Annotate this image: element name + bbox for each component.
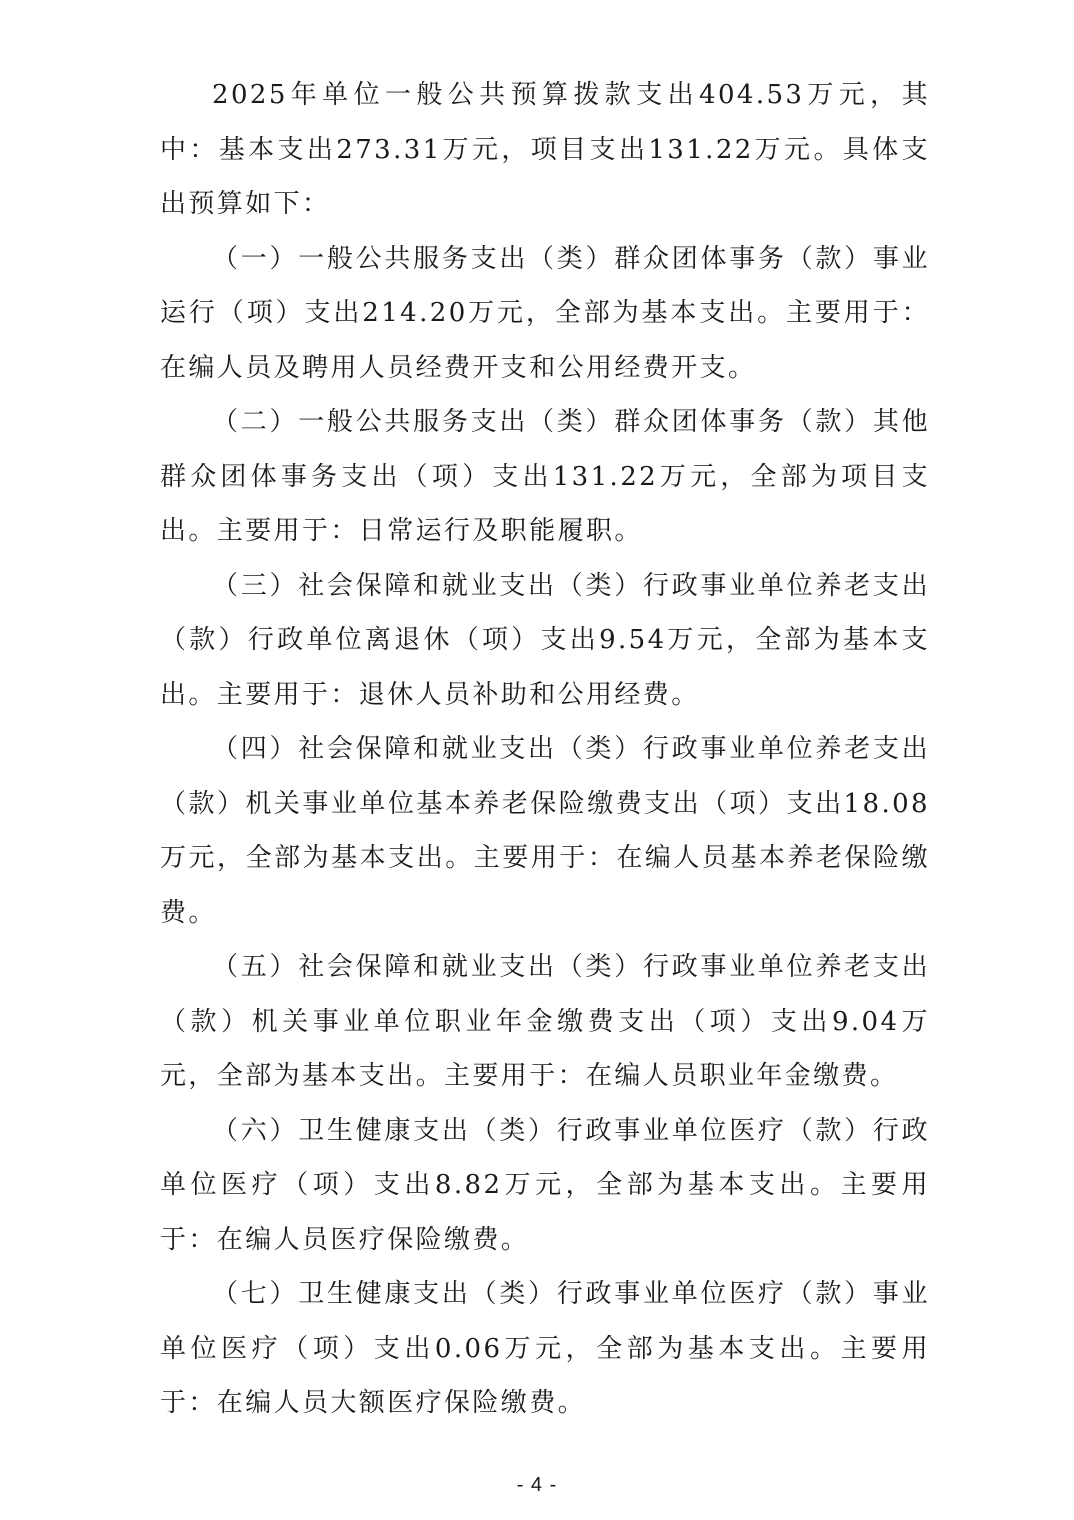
paragraph-summary: 2025年单位一般公共预算拨款支出404.53万元，其中：基本支出273.31万元，项目支出131.22万元。具体支出预算如下： [160,80,930,219]
paragraph-item-6: （六）卫生健康支出（类）行政事业单位医疗（款）行政单位医疗（项）支出8.82万元，全部为基本支出。主要用于：在编人员医疗保险缴费。 [160,1115,930,1255]
paragraph-item-4: （四）社会保障和就业支出（类）行政事业单位养老支出（款）机关事业单位基本养老保险缴费支出（项）支出18.08万元，全部为基本支出。主要用于：在编人员基本养老保险缴费。 [160,734,930,928]
paragraph-item-1: （一）一般公共服务支出（类）群众团体事务（款）事业运行（项）支出214.20万元，全部为基本支出。主要用于：在编人员及聘用人员经费开支和公用经费开支。 [160,243,930,383]
paragraph-item-7: （七）卫生健康支出（类）行政事业单位医疗（款）事业单位医疗（项）支出0.06万元，全部为基本支出。主要用于：在编人员大额医疗保险缴费。 [160,1279,930,1418]
paragraph-item-5: （五）社会保障和就业支出（类）行政事业单位养老支出（款）机关事业单位职业年金缴费支出（项）支出9.04万元，全部为基本支出。主要用于：在编人员职业年金缴费。 [160,952,930,1091]
paragraph-item-3: （三）社会保障和就业支出（类）行政事业单位养老支出（款）行政单位离退休（项）支出9.54万元，全部为基本支出。主要用于：退休人员补助和公用经费。 [160,570,930,710]
paragraph-item-2: （二）一般公共服务支出（类）群众团体事务（款）其他群众团体事务支出（项）支出131.22万元，全部为项目支出。主要用于：日常运行及职能履职。 [160,407,930,546]
page-number: - 4 - [516,1474,558,1496]
document-body [160,68,930,1431]
